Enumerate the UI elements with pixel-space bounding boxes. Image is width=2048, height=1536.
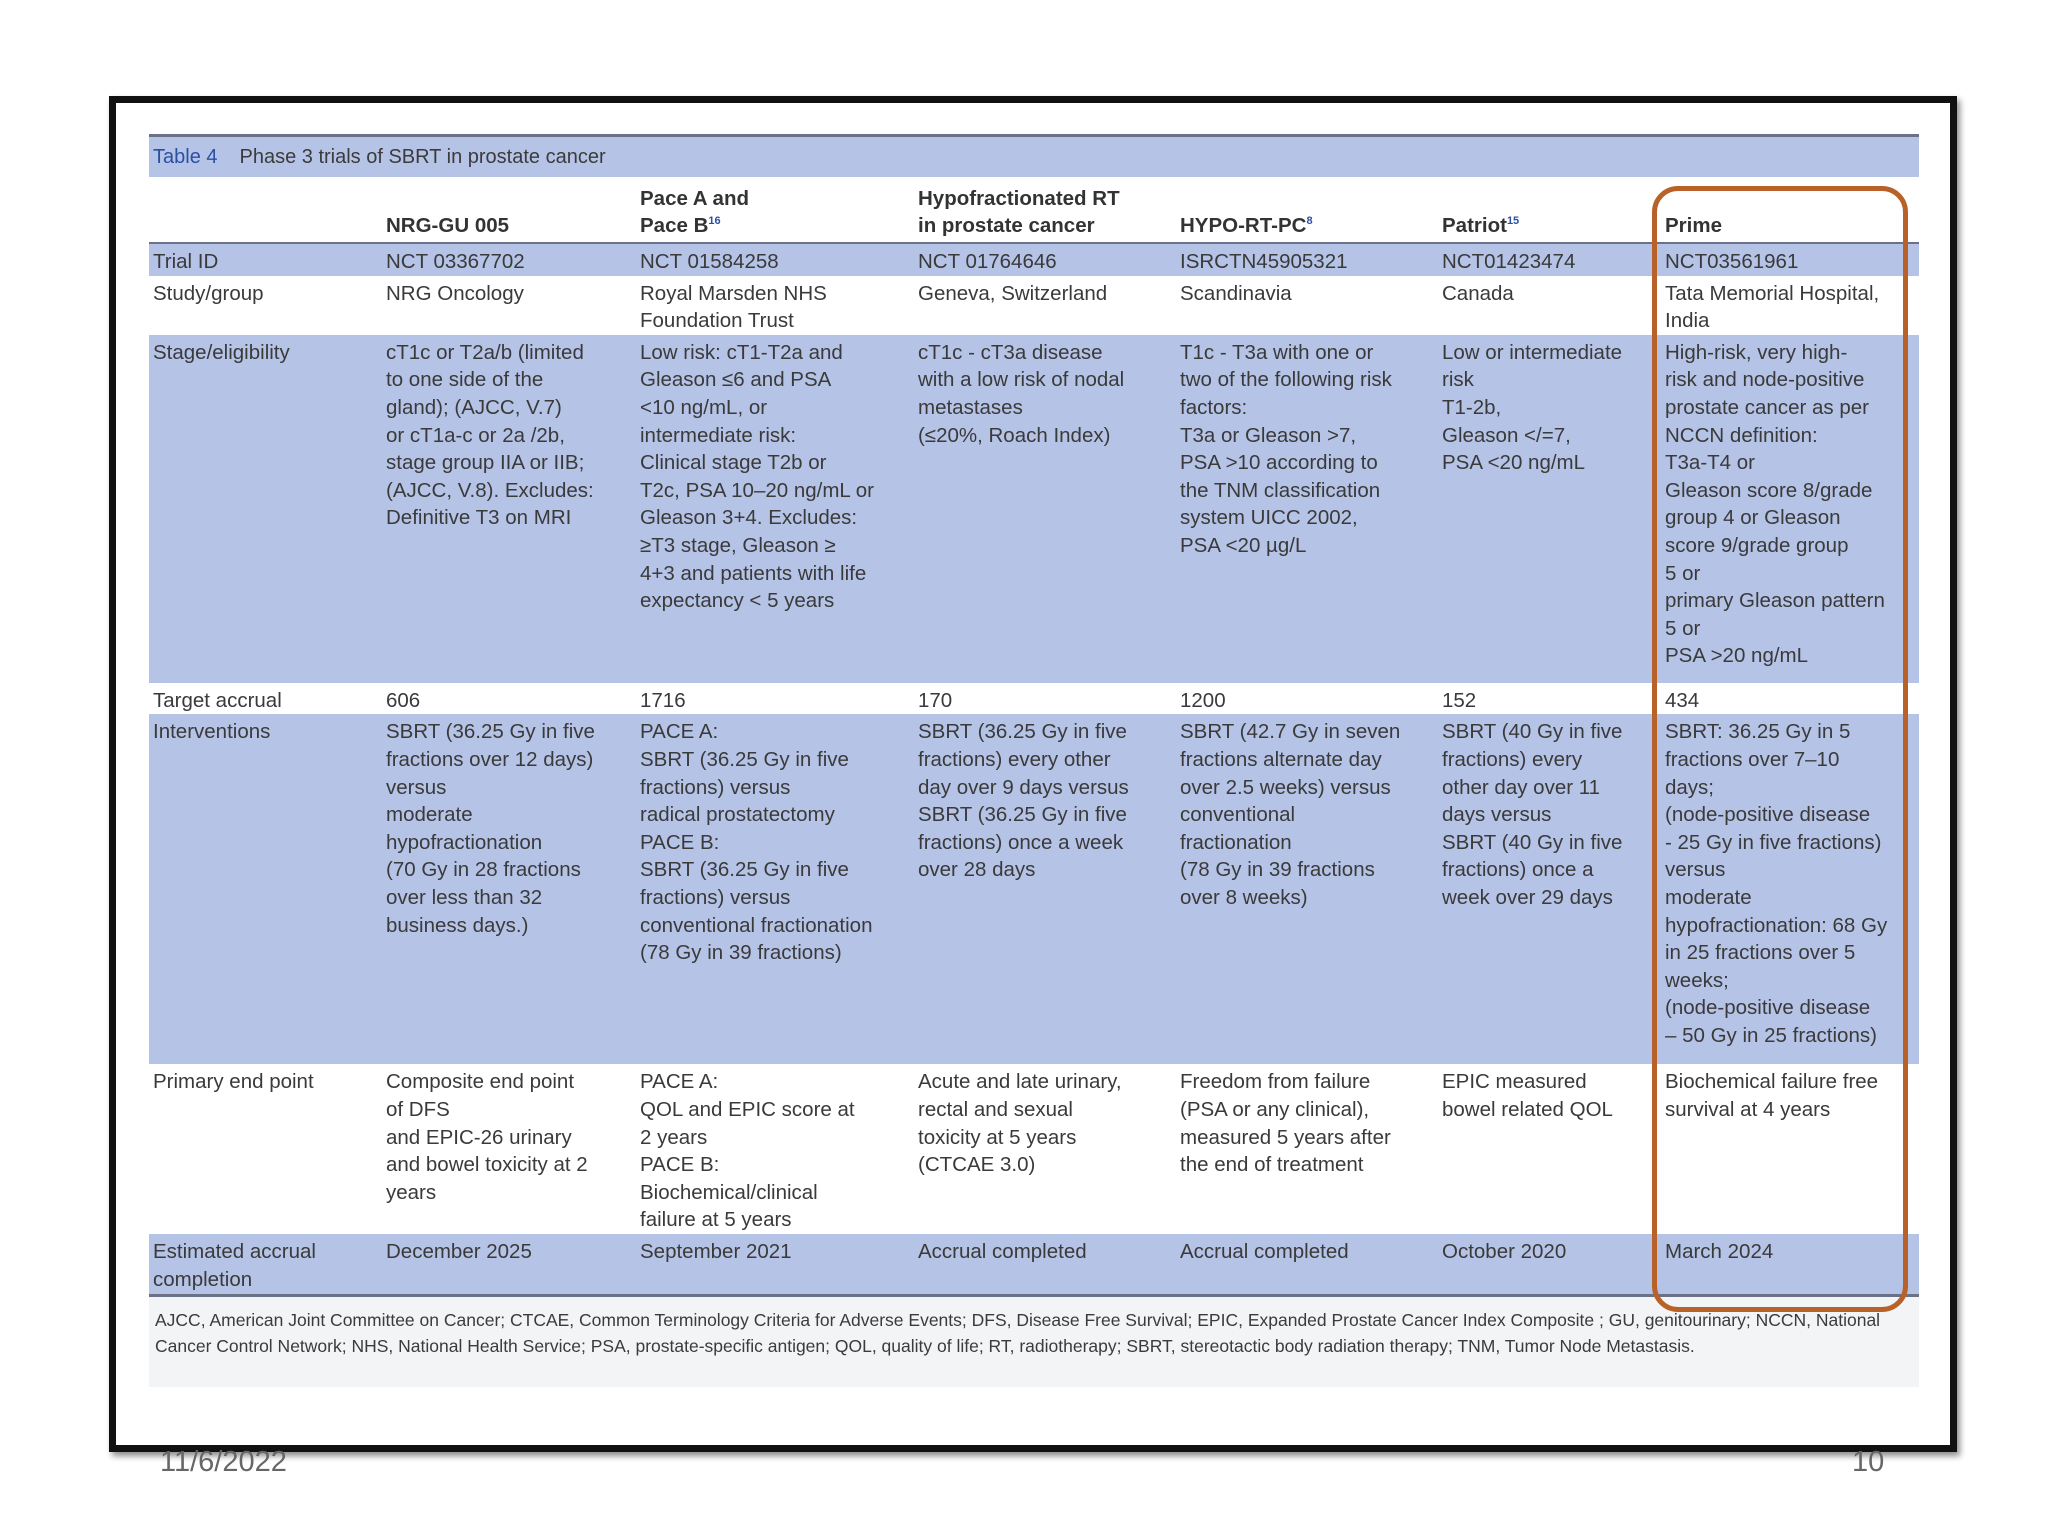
table-cell: Low risk: cT1-T2a and Gleason ≤6 and PSA <10 ng/mL, or intermediate risk: Clinical stage T2b or T2c, PSA 10–20 ng/mL or Gleason 3+4. Excludes: ≥T3 stage, Gleason ≥ 4+3 and patients with life expectancy < 5 years [636,335,914,683]
table-cell: SBRT: 36.25 Gy in 5 fractions over 7–10 days; (node-positive disease - 25 Gy in five fractions) versus moderate hypofractionation: 68 Gy in 25 fractions over 5 weeks; (node-positive disease – 50 Gy in 25 fractions) [1661,714,1919,1064]
table-cell: 1716 [636,683,914,715]
table-cell: Scandinavia [1176,276,1438,335]
table-cell: Biochemical failure free survival at 4 years [1661,1064,1919,1234]
reference-superscript: 16 [708,215,721,228]
table-cell: SBRT (40 Gy in five fractions) every other day over 11 days versus SBRT (40 Gy in five fractions) once a week over 29 days [1438,714,1661,1064]
table-cell: 152 [1438,683,1661,715]
row-label: Estimated accrual completion [149,1234,382,1295]
column-header-label: NRG-GU 005 [386,214,510,238]
header-blank [149,177,382,243]
row-label: Interventions [149,714,382,1064]
table-cell: SBRT (42.7 Gy in seven fractions alternate day over 2.5 weeks) versus conventional fractionation (78 Gy in 39 fractions over 8 weeks) [1176,714,1438,1064]
table-cell: 170 [914,683,1176,715]
reference-superscript: 8 [1306,215,1313,228]
table-cell: Tata Memorial Hospital, India [1661,276,1919,335]
column-header [1176,177,1438,243]
row-label: Study/group [149,276,382,335]
prime-column-highlight [1652,186,1908,1312]
table-cell: Low or intermediate risk T1-2b, Gleason </=7, PSA <20 ng/mL [1438,335,1661,683]
table-cell: Accrual completed [914,1234,1176,1295]
table-cell: October 2020 [1438,1234,1661,1295]
column-header-label: Prime [1665,214,1722,238]
column-header [914,177,1176,243]
table-cell: NCT 03367702 [382,243,636,276]
column-header-label: Pace A and Pace B [640,186,749,238]
row-label: Stage/eligibility [149,335,382,683]
table-cell: SBRT (36.25 Gy in five fractions over 12 days) versus moderate hypofractionation (70 Gy in 28 fractions over less than 32 business days.) [382,714,636,1064]
table-cell: ISRCTN45905321 [1176,243,1438,276]
table-cell: EPIC measured bowel related QOL [1438,1064,1661,1234]
reference-superscript: 15 [1506,215,1520,228]
table-cell: Canada [1438,276,1661,335]
row-label: Primary end point [149,1064,382,1234]
table-cell: 434 [1661,683,1919,715]
column-header-label: Patriot [1442,214,1507,238]
table-cell: PACE A: QOL and EPIC score at 2 years PACE B: Biochemical/clinical failure at 5 years [636,1064,914,1234]
table-cell: NCT03561961 [1661,243,1919,276]
table-cell: NCT01423474 [1438,243,1661,276]
table-cell: Acute and late urinary, rectal and sexual toxicity at 5 years (CTCAE 3.0) [914,1064,1176,1234]
caption-label: Table 4 [153,145,218,168]
column-header [382,177,636,243]
table-cell: NRG Oncology [382,276,636,335]
slide-number: 10 [1852,1446,1885,1478]
table-cell: NCT 01764646 [914,243,1176,276]
slide-date: 11/6/2022 [160,1446,287,1478]
table-cell: cT1c - cT3a disease with a low risk of nodal metastases (≤20%, Roach Index) [914,335,1176,683]
column-header [636,177,914,243]
table-cell: PACE A: SBRT (36.25 Gy in five fractions) versus radical prostatectomy PACE B: SBRT (36.25 Gy in five fractions) versus conventional fractionation (78 Gy in 39 fractions) [636,714,914,1064]
table-cell: Accrual completed [1176,1234,1438,1295]
table-cell: March 2024 [1661,1234,1919,1295]
table-cell: cT1c or T2a/b (limited to one side of the gland); (AJCC, V.7) or cT1a-c or 2a /2b, stage group IIA or IIB; (AJCC, V.8). Excludes: Definitive T3 on MRI [382,335,636,683]
table-cell: December 2025 [382,1234,636,1295]
table-cell: SBRT (36.25 Gy in five fractions) every other day over 9 days versus SBRT (36.25 Gy in five fractions) once a week over 28 days [914,714,1176,1064]
table-cell: Royal Marsden NHS Foundation Trust [636,276,914,335]
table-cell: Composite end point of DFS and EPIC-26 urinary and bowel toxicity at 2 years [382,1064,636,1234]
column-header [1438,177,1661,243]
table-cell: Freedom from failure (PSA or any clinical), measured 5 years after the end of treatment [1176,1064,1438,1234]
table-cell: 606 [382,683,636,715]
table-cell: September 2021 [636,1234,914,1295]
table-cell: 1200 [1176,683,1438,715]
table-footnote: AJCC, American Joint Committee on Cancer; CTCAE, Common Terminology Criteria for Adverse Events; DFS, Disease Free Survival; EPIC, Expanded Prostate Cancer Index Composite ; GU, genitourinary; NCCN, National Cancer Control Network; NHS, National Health Service; PSA, prostate-specific antigen; QOL, quality of life; RT, radiotherapy; SBRT, stereotactic body radiation therapy; TNM, Tumor Node Metastasis. [149,1297,1919,1387]
table-cell: T1c - T3a with one or two of the following risk factors: T3a or Gleason >7, PSA >10 according to the TNM classification system UICC 2002, PSA <20 µg/L [1176,335,1438,683]
caption-title: Phase 3 trials of SBRT in prostate cancer [239,145,606,168]
row-label: Trial ID [149,243,382,276]
column-header-label: HYPO-RT-PC [1180,214,1307,238]
row-label: Target accrual [149,683,382,715]
table-cell: NCT 01584258 [636,243,914,276]
table-caption [149,134,1919,177]
column-header-label: Hypofractionated RT in prostate cancer [918,186,1120,238]
table-cell: Geneva, Switzerland [914,276,1176,335]
table-cell: High-risk, very high- risk and node-positive prostate cancer as per NCCN definition: T3a-T4 or Gleason score 8/grade group 4 or Gleason score 9/grade group 5 or primary Gleason pattern 5 or PSA >20 ng/mL [1661,335,1919,683]
